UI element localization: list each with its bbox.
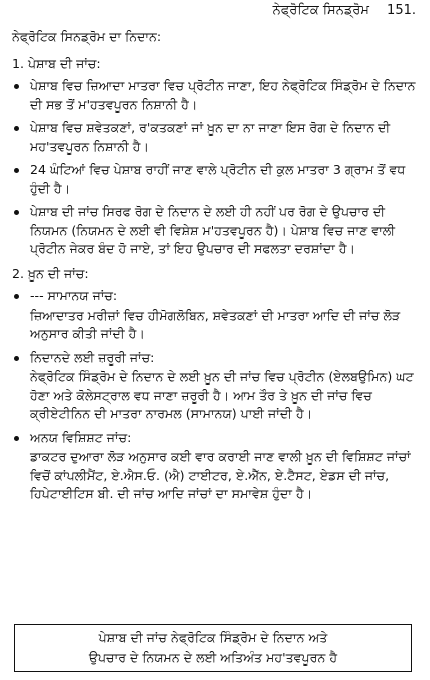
bullet-dot (14, 356, 19, 361)
bullet-dot (14, 210, 19, 215)
summary-box (14, 624, 412, 672)
list-item-text: ਪੇਸ਼ਾਬ ਵਿਚ ਸ਼ਵੇਤਕਣਾਂ, ਰ'ਕਤਕਣਾਂ ਜਾਂ ਖ਼ੂਨ ਦਾ ਨਾ ਜਾਣਾ ਇਸ ਰੋਗ ਦੇ ਨਿਦਾਨ ਦੀ ਮਹ'ਤਵਪੂਰਨ ਨਿਸ਼ਾਨੀ ਹੈ। (30, 120, 391, 154)
running-header-title: ਨੇਫ੍ਰੋਟਿਕ ਸਿਨਡ੍ਰੋਮ (272, 3, 369, 18)
list-item (0, 161, 430, 198)
page-number: 151. (387, 3, 416, 18)
list-item (0, 287, 430, 344)
section-number: 1. (12, 55, 25, 71)
subsection-body: ਨੇਫ੍ਰੋਟਿਕ ਸਿੰਡ੍ਰੋਮ ਦੇ ਨਿਦਾਨ ਦੇ ਲਈ ਖ਼ੂਨ ਦੀ ਜਾਂਚ ਵਿਚ ਪ੍ਰੋਟੀਨ (ਏਲਬਉਮਿਨ) ਘਟ ਹੋਣਾ ਅਤੇ ਕੋਲੇਸਟ੍ਰਾਲ ਵਧ ਜਾਣਾ ਜ਼ਰੂਰੀ ਹੈ। ਆਮ ਤੌਰ ਤੇ ਖ਼ੂਨ ਦੀ ਜਾਂਚ ਵਿਚ ਕ੍ਰੀਏਟੀਨਿਨ ਦੀ ਮਾਤਰਾ ਨਾਰਮਲ (ਸਾਮਾਨਯ) ਪਾਈ ਜਾਂਦੀ ਹੈ। (30, 369, 414, 421)
summary-line: ਉਪਚਾਰ ਦੇ ਨਿਯਮਨ ਦੇ ਲਈ ਅਤਿਅੰਤ ਮਹ'ਤਵਪੂਰਨ ਹੈ (88, 650, 338, 665)
list-item (0, 349, 430, 424)
subsection-title: ਅਨਯ ਵਿਸ਼ਿਸ਼ਟ ਜਾਂਚ: (30, 429, 132, 445)
urine-test-list (0, 77, 430, 259)
list-item (0, 77, 430, 114)
bullet-dot (14, 294, 19, 299)
summary-line: ਪੇਸ਼ਾਬ ਦੀ ਜਾਂਚ ਨੇਫ੍ਰੋਟਿਕ ਸਿੰਡ੍ਰੋਮ ਦੇ ਨਿਦਾਨ ਅਤੇ (98, 630, 328, 645)
blood-test-heading (12, 265, 430, 284)
section-number: 2. (12, 265, 25, 281)
subsection-title: ਨਿਦਾਨਦੇ ਲਈ ਜ਼ਰੂਰੀ ਜਾਂਚ: (30, 349, 155, 365)
section-heading: ਨੇਫ੍ਰੋਟਿਕ ਸਿਨਡ੍ਰੋਮ ਦਾ ਨਿਦਾਨ: (12, 29, 162, 44)
bullet-dot (14, 436, 19, 441)
section-title: ਪੇਸ਼ਾਬ ਦੀ ਜਾਂਚ: (28, 55, 101, 71)
list-item (0, 119, 430, 156)
bullet-dot (14, 126, 19, 131)
subsection-body: ਡਾਕਟਰ ਦੁਆਰਾ ਲੋੜ ਅਨੁਸਾਰ ਕਈ ਵਾਰ ਕਰਾਈ ਜਾਣ ਵਾਲੀ ਖ਼ੂਨ ਦੀ ਵਿਸ਼ਿਸ਼ਟ ਜਾਂਚਾਂ ਵਿਚੋਂ ਕਾਂਪਲੀਮੈਂਟ, ਏ.ਐਸ.ਓ. (ਐ) ਟਾਈਟਰ, ਏ.ਐੱਨ, ਏ.ਟੈਸਟ, ਏਡਸ ਦੀ ਜਾਂਚ, ਹਿਪੇਟਾਈਟਿਸ ਬੀ. ਦੀ ਜਾਂਚ ਆਦਿ ਜਾਂਚਾਂ ਦਾ ਸਮਾਵੇਸ਼ ਹੁੰਦਾ ਹੈ। (30, 449, 411, 501)
list-item-text: 24 ਘੰਟਿਆਂ ਵਿਚ ਪੇਸ਼ਾਬ ਰਾਹੀਂ ਜਾਣ ਵਾਲੇ ਪ੍ਰੋਟੀਨ ਦੀ ਕੁਲ ਮਾਤਰਾ 3 ਗ੍ਰਾਮ ਤੋਂ ਵਧ ਹੁੰਦੀ ਹੈ। (30, 162, 406, 196)
subsection-body: ਜ਼ਿਆਦਾਤਰ ਮਰੀਜ਼ਾਂ ਵਿਚ ਹੀਮੋਗਲੋਬਿਨ, ਸ਼ਵੇਤਕਣਾਂ ਦੀ ਮਾਤਰਾ ਆਦਿ ਦੀ ਜਾਂਚ ਲੋੜ ਅਨੁਸਾਰ ਕੀਤੀ ਜਾਂਦੀ ਹੈ। (30, 307, 401, 341)
list-item-text: ਪੇਸ਼ਾਬ ਵਿਚ ਜ਼ਿਆਦਾ ਮਾਤਰਾ ਵਿਚ ਪ੍ਰੋਟੀਨ ਜਾਣਾ, ਇਹ ਨੇਫ੍ਰੋਟਿਕ ਸਿੰਡ੍ਰੋਮ ਦੇ ਨਿਦਾਨ ਦੀ ਸਭ ਤੋਂ ਮ'ਹਤਵਪੂਰਨ ਨਿਸ਼ਾਨੀ ਹੈ। (30, 78, 416, 112)
urine-test-heading (12, 55, 430, 74)
blood-test-list (0, 287, 430, 504)
page-content (0, 28, 430, 510)
section-title: ਖ਼ੂਨ ਦੀ ਜਾਂਚ: (28, 265, 89, 281)
running-header (273, 2, 416, 20)
subsection-title: --- ਸਾਮਾਨਯ ਜਾਂਚ: (30, 288, 118, 303)
bullet-dot (14, 168, 19, 173)
list-item (0, 203, 430, 259)
bullet-dot (14, 84, 19, 89)
list-item-text: ਪੇਸ਼ਾਬ ਦੀ ਜਾਂਚ ਸਿਰਫ ਰੋਗ ਦੇ ਨਿਦਾਨ ਦੇ ਲਈ ਹੀ ਨਹੀਂ ਪਰ ਰੋਗ ਦੇ ਉਪਚਾਰ ਦੀ ਨਿਯਮਨ (ਨਿਯਮਨ ਦੇ ਲਈ ਵੀ ਵਿਸ਼ੇਸ਼ ਮ'ਹਤਵਪੂਰਨ ਹੈ)। ਪੇਸ਼ਾਬ ਵਿਚ ਜਾਣ ਵਾਲੀ ਪ੍ਰੋਟੀਨ ਜੇਕਰ ਬੰਦ ਹੋ ਜਾਏ, ਤਾਂ ਇਹ ਉਪਚਾਰ ਦੀ ਸਫਲਤਾ ਦਰਸ਼ਾਂਦਾ ਹੈ। (30, 204, 396, 256)
list-item (0, 429, 430, 504)
